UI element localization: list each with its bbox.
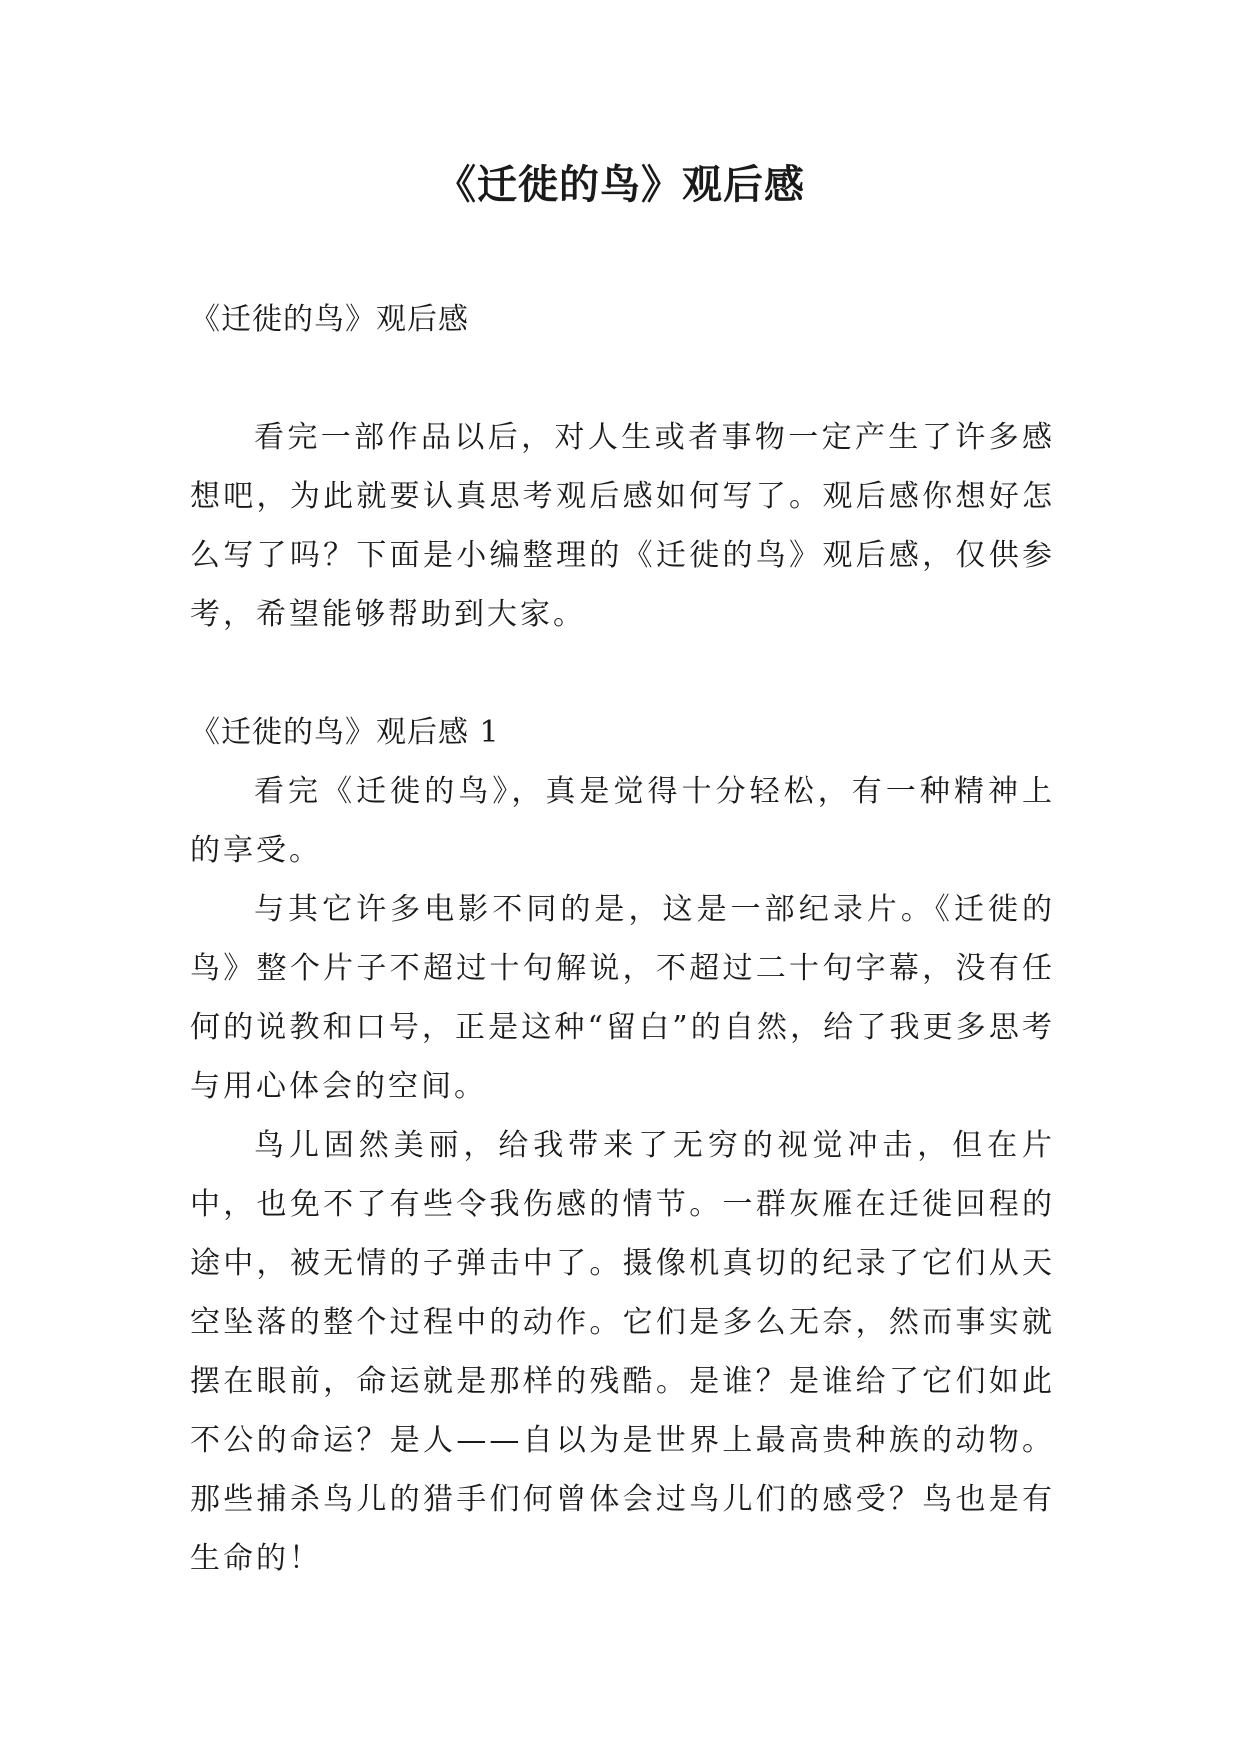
body-paragraph: 与其它许多电影不同的是，这是一部纪录片。《迁徙的鸟》整个片子不超过十句解说，不超过二十句字幕，没有任何的说教和口号，正是这种“留白”的自然，给了我更多思考与用心体会的空间。 [190, 892, 1055, 1104]
intro-paragraph: 看完一部作品以后，对人生或者事物一定产生了许多感想吧，为此就要认真思考观后感如何写了。观后感你想好怎么写了吗？下面是小编整理的《迁徙的鸟》观后感，仅供参考，希望能够帮助到大家。 [190, 420, 1055, 632]
body-paragraph: 鸟儿固然美丽，给我带来了无穷的视觉冲击，但在片中，也免不了有些令我伤感的情节。一群灰雁在迁徙回程的途中，被无情的子弹击中了。摄像机真切的纪录了它们从天空坠落的整个过程中的动作。它们是多么无奈，然而事实就摆在眼前，命运就是那样的残酷。是谁？是谁给了它们如此不公的命运？是人——自以为是世界上最高贵种族的动物。那些捕杀鸟儿的猎手们何曾体会过鸟儿们的感受？鸟也是有生命的！ [190, 1128, 1055, 1576]
document-title: 《迁徙的鸟》观后感 [436, 162, 805, 208]
body-paragraph: 看完《迁徙的鸟》，真是觉得十分轻松，有一种精神上的享受。 [190, 774, 1055, 868]
section-heading: 《迁徙的鸟》观后感 1 [190, 715, 500, 750]
document-subtitle: 《迁徙的鸟》观后感 [190, 302, 469, 337]
document-body [190, 290, 1055, 1588]
